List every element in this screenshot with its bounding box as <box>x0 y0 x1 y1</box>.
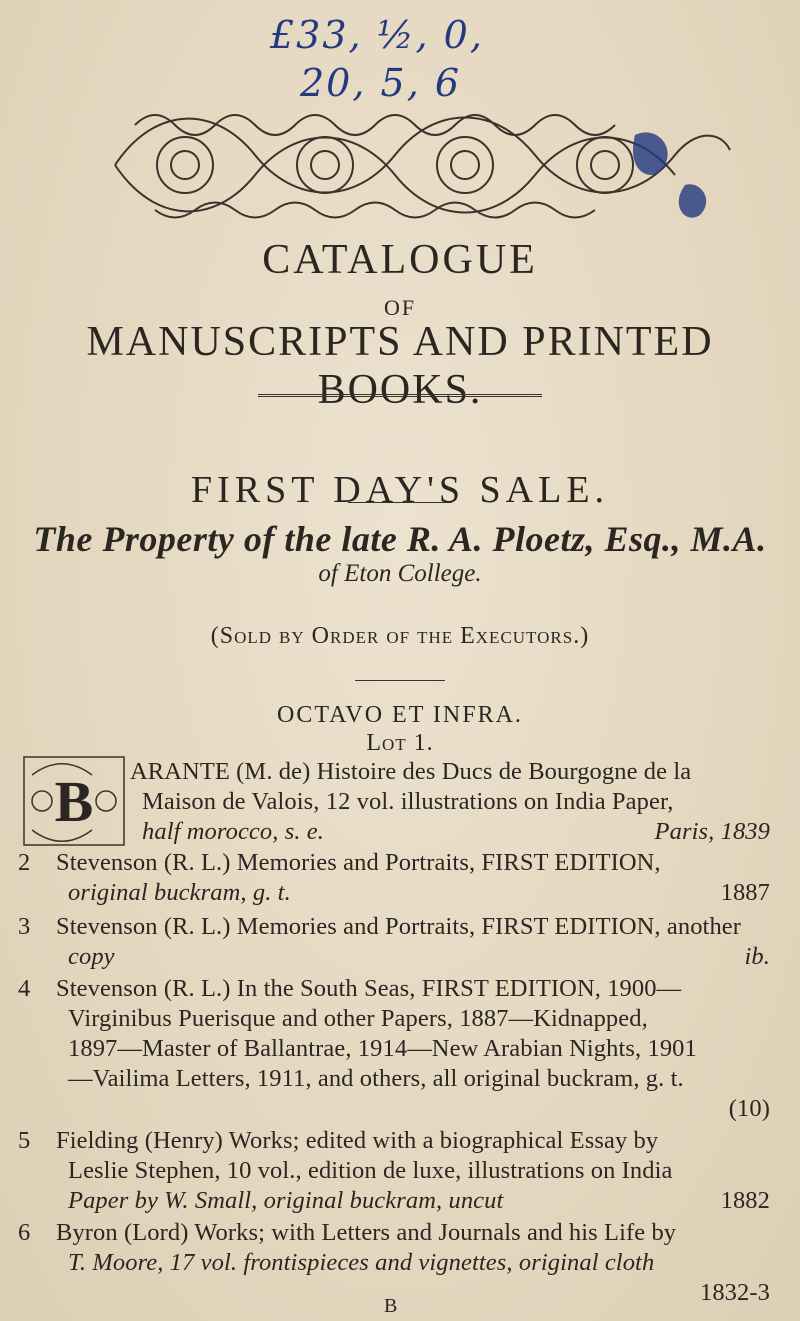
lot-2-line-2: original buckram, g. t. <box>68 879 291 906</box>
lot-1-line-1: ARANTE (M. de) Histoire des Ducs de Bourgogne de la <box>130 758 692 785</box>
lot-2-number: 2 <box>18 849 31 876</box>
ornamental-dropcap <box>22 755 126 847</box>
handwritten-line-2: 20, 5, 6 <box>300 61 462 105</box>
lot-6-date: 1832-3 <box>699 1279 770 1306</box>
college-line: of Eton College. <box>318 560 482 587</box>
short-rule-divider <box>348 502 452 503</box>
lot-2-line-1: Stevenson (R. L.) Memories and Portraits, FIRST EDITION, <box>56 849 661 876</box>
lot-1-line-2: Maison de Valois, 12 vol. illustrations on India Paper, <box>142 788 674 815</box>
sale-title: FIRST DAY'S SALE. <box>190 469 610 511</box>
lot-4-line-4: —Vailima Letters, 1911, and others, all original buckram, g. t. <box>68 1065 684 1092</box>
handwritten-price-note <box>240 8 560 108</box>
signature-mark: B <box>384 1295 398 1317</box>
short-rule-divider-2 <box>355 680 445 681</box>
lot-entry-1 <box>130 757 770 847</box>
lot-3-number: 3 <box>18 913 31 940</box>
lot-4-line-1: Stevenson (R. L.) In the South Seas, FIRST EDITION, 1900— <box>56 975 682 1002</box>
lot-entry-5 <box>18 1126 770 1216</box>
lot-1-date: Paris, 1839 <box>654 818 770 845</box>
lot-label: Lot 1. <box>366 730 434 756</box>
lot-entry-6 <box>18 1218 770 1306</box>
handwritten-line-1: £33, ½, 0, <box>270 13 484 57</box>
lot-1-line-3: half morocco, s. e. <box>142 818 324 845</box>
lot-6-line-2: T. Moore, 17 vol. frontispieces and vignettes, original cloth <box>68 1249 655 1276</box>
lot-5-date: 1882 <box>720 1187 770 1214</box>
lot-3-date: ib. <box>744 943 770 970</box>
lot-entry-4 <box>18 974 770 1122</box>
double-rule-divider <box>258 394 542 397</box>
lot-2-date: 1887 <box>720 879 770 906</box>
lot-5-line-2: Leslie Stephen, 10 vol., edition de luxe, illustrations on India <box>68 1157 673 1184</box>
catalogue-heading: CATALOGUE <box>262 237 538 283</box>
lot-4-number: 4 <box>18 975 31 1002</box>
lot-entry-2 <box>18 848 770 908</box>
lot-4-count: (10) <box>728 1095 770 1122</box>
of-heading: OF <box>383 295 417 320</box>
lot-3-line-2: copy <box>68 943 115 970</box>
lot-6-line-1: Byron (Lord) Works; with Letters and Journals and his Life by <box>56 1219 677 1246</box>
lot-entry-3 <box>18 912 770 972</box>
section-title: OCTAVO ET INFRA. <box>277 702 523 728</box>
main-title: MANUSCRIPTS AND PRINTED BOOKS. <box>86 319 714 413</box>
lot-4-line-3: 1897—Master of Ballantrae, 1914—New Arabian Nights, 1901 <box>68 1035 697 1062</box>
ornamental-headpiece <box>95 95 735 230</box>
sold-by-line: (Sold by Order of the Executors.) <box>210 623 590 649</box>
lot-4-line-2: Virginibus Puerisque and other Papers, 1887—Kidnapped, <box>68 1005 648 1032</box>
property-line: The Property of the late R. A. Ploetz, Esq., M.A. <box>33 519 767 559</box>
lot-5-number: 5 <box>18 1127 31 1154</box>
lot-5-line-3: Paper by W. Small, original buckram, uncut <box>68 1187 504 1214</box>
lot-5-line-1: Fielding (Henry) Works; edited with a biographical Essay by <box>56 1127 659 1154</box>
lot-3-line-1: Stevenson (R. L.) Memories and Portraits, FIRST EDITION, another <box>56 913 742 940</box>
dropcap-letter: B <box>54 769 94 834</box>
lot-6-number: 6 <box>18 1219 31 1246</box>
